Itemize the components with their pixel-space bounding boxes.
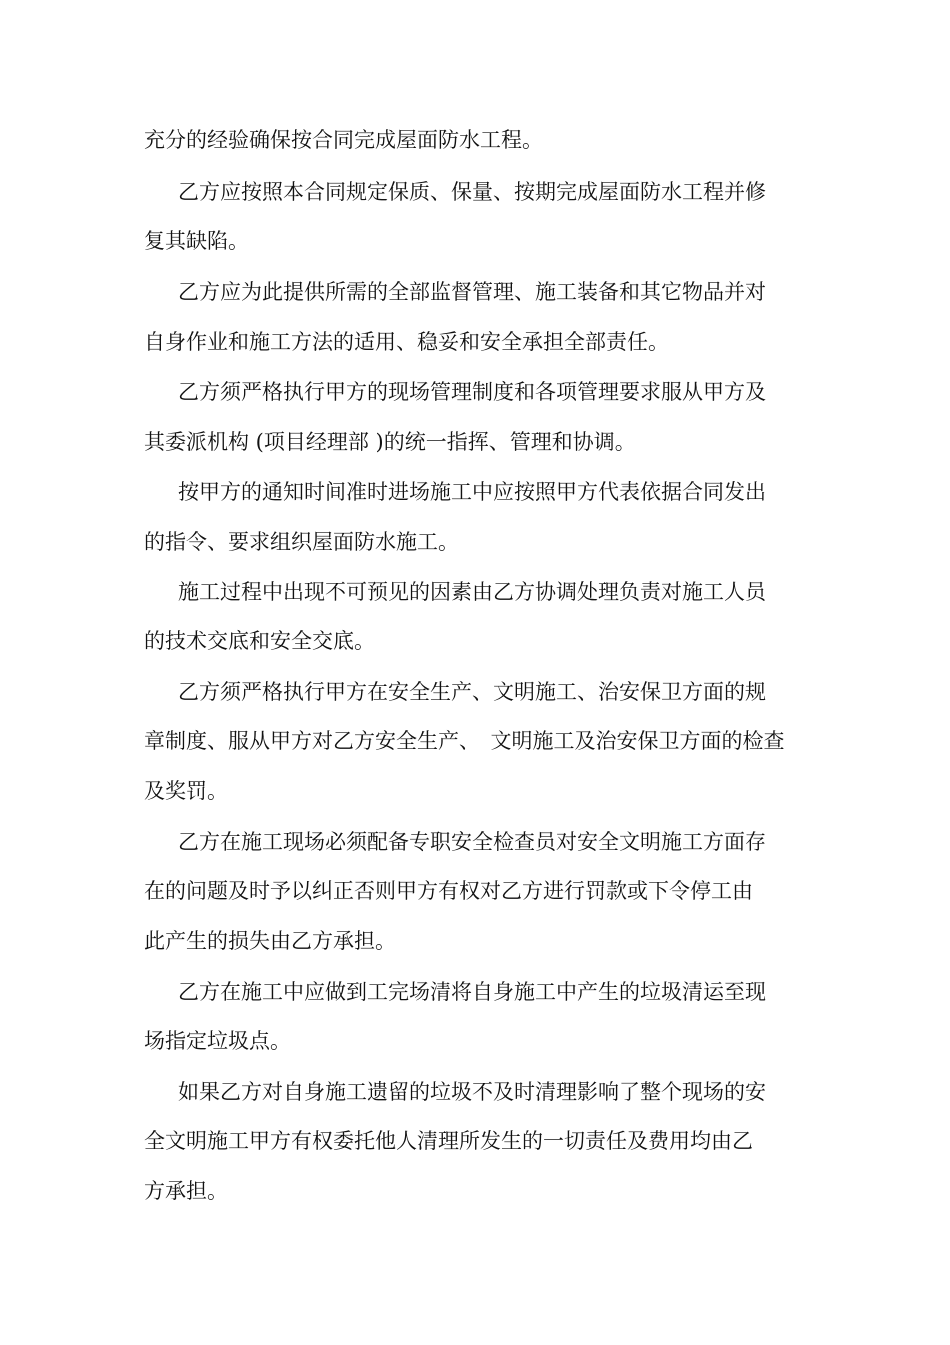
text-line-9: 的指令、要求组织屋面防水施工。	[144, 530, 459, 554]
text-line-21: 全文明施工甲方有权委托他人清理所发生的一切责任及费用均由乙	[144, 1129, 753, 1153]
text-line-7: 其委派机构 (项目经理部 )的统一指挥、管理和协调。	[144, 430, 636, 454]
text-line-4: 乙方应为此提供所需的全部监督管理、施工装备和其它物品并对	[178, 280, 766, 304]
text-line-5: 自身作业和施工方法的适用、稳妥和安全承担全部责任。	[144, 330, 669, 354]
text-line-14: 及奖罚。	[144, 779, 228, 803]
text-line-11: 的技术交底和安全交底。	[144, 629, 375, 653]
text-line-1: 充分的经验确保按合同完成屋面防水工程。	[144, 128, 543, 152]
text-line-15: 乙方在施工现场必须配备专职安全检查员对安全文明施工方面存	[178, 830, 766, 854]
text-line-20: 如果乙方对自身施工遗留的垃圾不及时清理影响了整个现场的安	[178, 1080, 766, 1104]
text-line-18: 乙方在施工中应做到工完场清将自身施工中产生的垃圾清运至现	[178, 980, 766, 1004]
text-line-13: 章制度、服从甲方对乙方安全生产、 文明施工及治安保卫方面的检查	[144, 729, 785, 753]
text-line-19: 场指定垃圾点。	[144, 1029, 291, 1053]
text-line-6: 乙方须严格执行甲方的现场管理制度和各项管理要求服从甲方及	[178, 380, 766, 404]
text-line-22: 方承担。	[144, 1179, 228, 1203]
text-line-12: 乙方须严格执行甲方在安全生产、文明施工、治安保卫方面的规	[178, 680, 766, 704]
text-line-10: 施工过程中出现不可预见的因素由乙方协调处理负责对施工人员	[178, 580, 766, 604]
text-line-2: 乙方应按照本合同规定保质、保量、按期完成屋面防水工程并修	[178, 180, 766, 204]
text-line-3: 复其缺陷。	[144, 229, 249, 253]
text-line-16: 在的问题及时予以纠正否则甲方有权对乙方进行罚款或下令停工由	[144, 879, 753, 903]
text-line-8: 按甲方的通知时间准时进场施工中应按照甲方代表依据合同发出	[178, 480, 766, 504]
text-line-17: 此产生的损失由乙方承担。	[144, 929, 396, 953]
